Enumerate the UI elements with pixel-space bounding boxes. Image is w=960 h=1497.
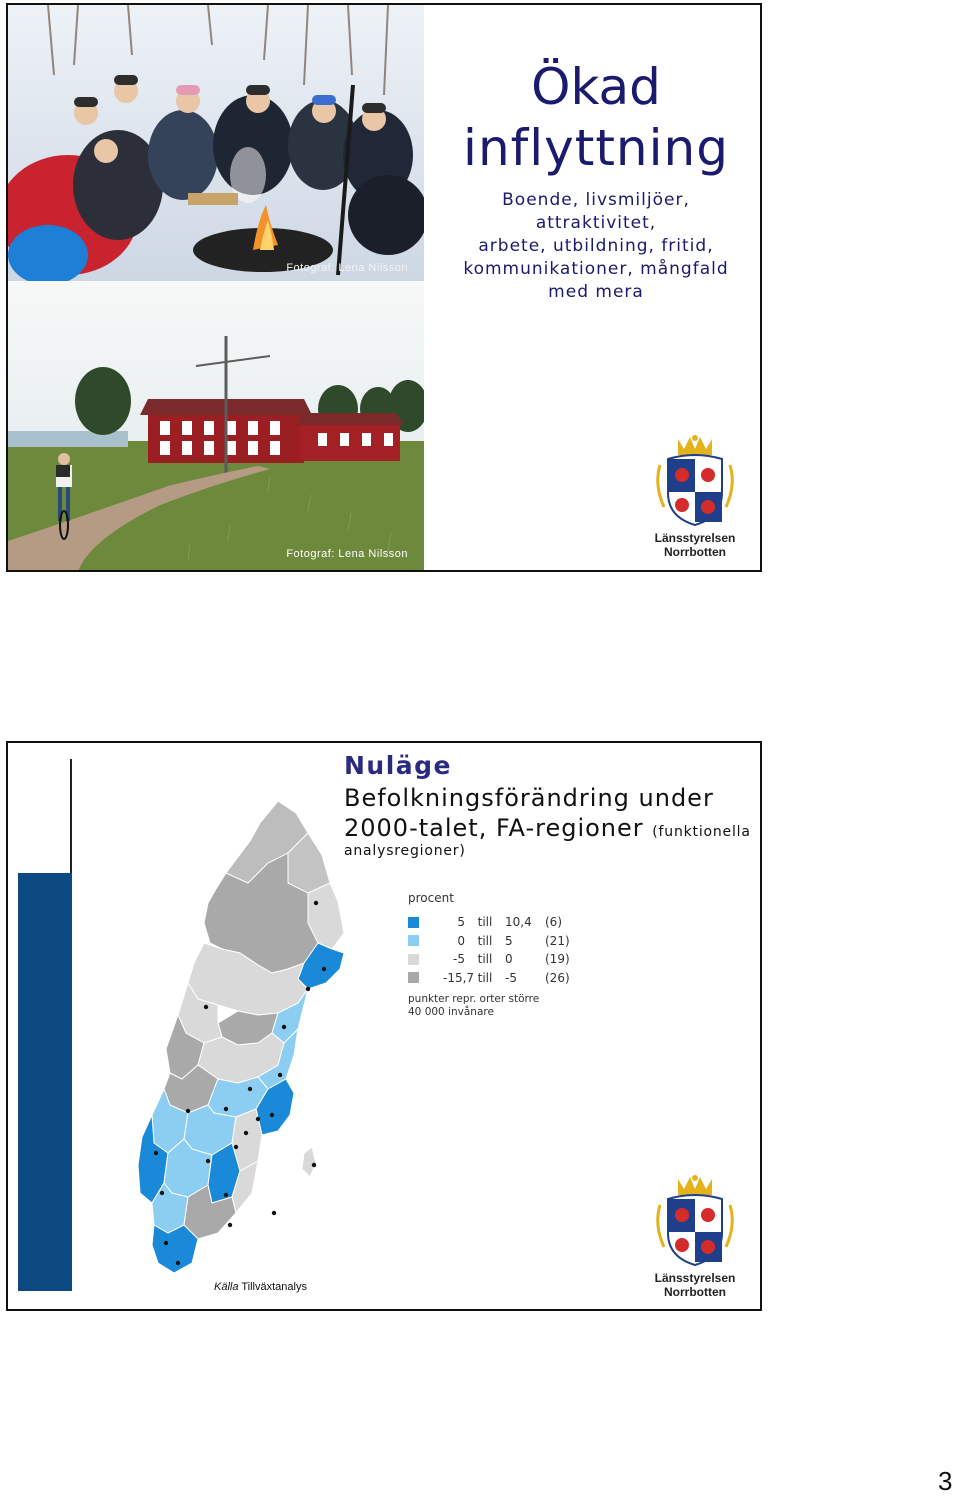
lansstyrelsen-logo	[640, 435, 750, 565]
legend-to: 10,4	[505, 915, 532, 930]
legend-word: till	[477, 952, 493, 967]
legend-swatch	[408, 972, 419, 983]
legend-count: (26)	[545, 970, 570, 985]
legend-count: (19)	[545, 952, 570, 967]
logo-text: Länsstyrelsen	[654, 1271, 736, 1285]
farmhouse-photo	[8, 281, 424, 572]
legend-from: -15,7	[443, 970, 475, 985]
legend-count: (21)	[545, 933, 570, 948]
map-legend	[408, 891, 579, 1019]
legend-swatch	[408, 935, 419, 946]
legend-note-line: 40 000 invånare	[408, 1006, 494, 1018]
source-label: Källa	[214, 1281, 239, 1293]
legend-to: -5	[505, 970, 517, 985]
slide-okad-inflyttning	[6, 3, 762, 572]
sweden-region-map	[108, 793, 368, 1293]
legend-note-line: punkter repr. orter större	[408, 993, 540, 1005]
logo-text: Länsstyrelsen	[654, 531, 736, 545]
subtitle-line: arbete, utbildning, fritid,	[478, 236, 714, 256]
logo-text: Norrbotten	[664, 1285, 726, 1299]
slide-heading: Nuläge	[344, 751, 453, 780]
subtitle-line: attraktivitet,	[535, 213, 657, 233]
legend-word: till	[477, 970, 493, 985]
legend-row	[408, 969, 579, 988]
lansstyrelsen-logo	[640, 1175, 750, 1305]
source-value: Tillväxtanalys	[241, 1281, 307, 1293]
slide-title: inflyttning	[463, 119, 729, 177]
subheading-text: 2000-talet, FA-regioner	[344, 814, 644, 842]
slide-nulage	[6, 741, 762, 1311]
coat-of-arms-icon	[640, 435, 750, 527]
slide-title: Ökad	[531, 58, 661, 116]
legend-row	[408, 950, 579, 969]
legend-from: -5	[453, 952, 465, 967]
legend-row	[408, 913, 579, 932]
slide-subheading	[344, 814, 751, 842]
legend-swatch	[408, 917, 419, 928]
campfire-photo	[8, 5, 424, 281]
source-credit	[214, 1281, 307, 1293]
legend-note	[408, 993, 579, 1019]
legend-row	[408, 932, 579, 951]
photo-credit: Fotograf: Lena Nilsson	[286, 548, 408, 560]
subtitle-line: med mera	[548, 282, 644, 302]
photo-credit: Fotograf: Lena Nilsson	[286, 262, 408, 274]
slide-subheading: Befolkningsförändring under	[344, 784, 714, 812]
subheading-note: (funktionella	[652, 824, 751, 840]
subheading-note: analysregioner)	[344, 843, 466, 859]
logo-text: Norrbotten	[664, 545, 726, 559]
legend-title: procent	[408, 891, 454, 905]
legend-to: 0	[505, 952, 513, 967]
subtitle-line: Boende, livsmiljöer,	[502, 190, 690, 210]
coat-of-arms-icon	[640, 1175, 750, 1267]
legend-count: (6)	[545, 915, 562, 930]
legend-from: 5	[457, 915, 465, 930]
legend-to: 5	[505, 933, 513, 948]
legend-word: till	[477, 915, 493, 930]
page-number: 3	[938, 1466, 953, 1496]
legend-from: 0	[457, 933, 465, 948]
subtitle-line: kommunikationer, mångfald	[463, 259, 729, 279]
legend-word: till	[477, 933, 493, 948]
accent-bar	[18, 873, 72, 1291]
legend-swatch	[408, 954, 419, 965]
